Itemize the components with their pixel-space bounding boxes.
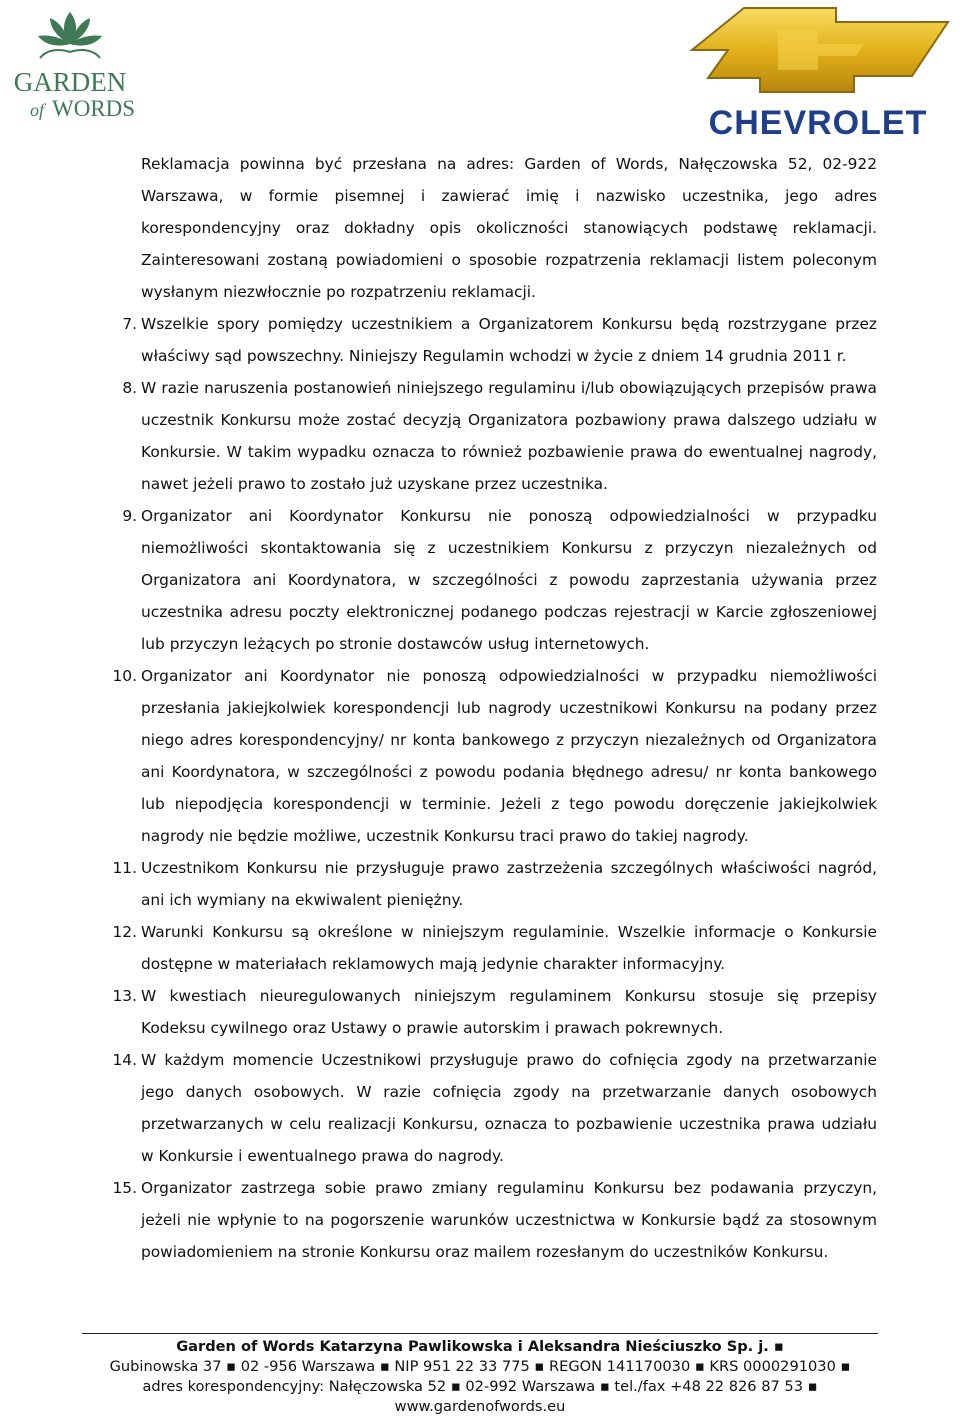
list-item xyxy=(103,660,877,852)
list-item-text: Organizator ani Koordynator nie ponoszą odpowiedzialności w przypadku niemożliwości przesłania jakiejkolwiek korespondencji lub nagrody uczestnikowi Konkursu na podany przez niego adres korespondencyjny/ nr konta bankowego z przyczyn niezależnych od Organizatora ani Koordynatora, w szczególności z powodu podania błędnego adresu/ nr konta bankowego lub niepodjęcia korespondencji w terminie. Jeżeli z tego powodu doręczenie jakiejkolwiek nagrody nie będzie możliwe, uczestnik Konkursu traci prawo do takiej nagrody. xyxy=(141,667,877,845)
list-item-number: 15. xyxy=(112,1179,137,1197)
list-item xyxy=(103,500,877,660)
list-item-number: 7. xyxy=(122,315,137,333)
list-item-number: 10. xyxy=(112,667,137,685)
list-item-text: W kwestiach nieuregulowanych niniejszym regulaminem Konkursu stosuje się przepisy Kodeksu cywilnego oraz Ustawy o prawie autorskim i prawach pokrewnych. xyxy=(141,987,877,1037)
logo-garden-text: GARDEN xyxy=(13,67,127,97)
list-item-text: W każdym momencie Uczestnikowi przysługuje prawo do cofnięcia zgody na przetwarzanie jego danych osobowych. W razie cofnięcia zgody na przetwarzanie danych osobowych przetwarzanych w celu realizacji Konkursu, oznacza to pozbawienie uczestnika prawa udziału w Konkursie i ewentualnego prawa do nagrody. xyxy=(141,1051,877,1165)
list-item-text: Warunki Konkursu są określone w niniejszym regulaminie. Wszelkie informacje o Konkursie dostępne w materiałach reklamowych mają jedynie charakter informacyjny. xyxy=(141,923,877,973)
garden-of-words-logo xyxy=(0,8,140,126)
logo-chevrolet-text: CHEVROLET xyxy=(708,104,928,140)
list-item-text: Organizator ani Koordynator Konkursu nie ponoszą odpowiedzialności w przypadku niemożliwości skontaktowania się z uczestnikiem Konkursu z przyczyn niezależnych od Organizatora ani Koordynatora, w szczególności z powodu zaprzestania używania przez uczestnika adresu poczty elektronicznej podanego podczas rejestracji w Karcie zgłoszeniowej lub przyczyn leżących po stronie dostawców usług internetowych. xyxy=(141,507,877,653)
list-item xyxy=(103,1172,877,1268)
logo-words-text: WORDS xyxy=(52,96,136,121)
intro-paragraph: Reklamacja powinna być przesłana na adres: Garden of Words, Nałęczowska 52, 02-922 Warszawa, w formie pisemnej i zawierać imię i nazwisko uczestnika, jego adres korespondencyjny oraz dokładny opis okoliczności stanowiących podstawę reklamacji. Zainteresowani zostaną powiadomieni o sposobie rozpatrzenia reklamacji listem poleconym wysłanym niezwłocznie po rozpatrzeniu reklamacji. xyxy=(141,155,877,301)
list-item-text: Wszelkie spory pomiędzy uczestnikiem a Organizatorem Konkursu będą rozstrzygane przez właściwy sąd powszechny. Niniejszy Regulamin wchodzi w życie z dniem 14 grudnia 2011 r. xyxy=(141,315,877,365)
footer-address: Gubinowska 37 ▪ 02 -956 Warszawa ▪ NIP 951 22 33 775 ▪ REGON 141170030 ▪ KRS 0000291030 ▪ xyxy=(109,1358,851,1375)
list-item-number: 11. xyxy=(112,859,137,877)
footer-correspondence: adres korespondencyjny: Nałęczowska 52 ▪ 02-992 Warszawa ▪ tel./fax +48 22 826 87 53 ▪ xyxy=(142,1378,818,1395)
list-item-number: 8. xyxy=(122,379,137,397)
list-item-number: 12. xyxy=(112,923,137,941)
list-item-number: 14. xyxy=(112,1051,137,1069)
list-item-text: Uczestnikom Konkursu nie przysługuje prawo zastrzeżenia szczególnych właściwości nagród, ani ich wymiany na ekwiwalent pieniężny. xyxy=(141,859,877,909)
list-item-text: W razie naruszenia postanowień niniejszego regulaminu i/lub obowiązujących przepisów prawa uczestnik Konkursu może zostać decyzją Organizatora pozbawiony prawa dalszego udziału w Konkursie. W takim wypadku oznacza to również pozbawienie prawa do ewentualnej nagrody, nawet jeżeli prawo to zostało już uzyskane przez uczestnika. xyxy=(141,379,877,493)
list-item-number: 9. xyxy=(122,507,137,525)
list-item-text: Organizator zastrzega sobie prawo zmiany regulaminu Konkursu bez podawania przyczyn, jeżeli nie wpłynie to na pogorszenie warunków uczestnictwa w Konkursie bądź za stosownym powiadomieniem na stronie Konkursu oraz mailem rozesłanym do uczestników Konkursu. xyxy=(141,1179,877,1261)
list-item xyxy=(103,1044,877,1172)
regulations-body xyxy=(103,148,877,1268)
list-item xyxy=(103,372,877,500)
list-item xyxy=(103,308,877,372)
footer-website: www.gardenofwords.eu xyxy=(394,1398,566,1415)
list-item xyxy=(103,980,877,1044)
list-item xyxy=(103,916,877,980)
regulations-list xyxy=(103,308,877,1268)
list-item-number: 13. xyxy=(112,987,137,1005)
chevrolet-logo xyxy=(686,0,950,140)
page-footer xyxy=(0,1333,960,1417)
list-item xyxy=(103,852,877,916)
footer-divider xyxy=(82,1333,878,1334)
footer-company: Garden of Words Katarzyna Pawlikowska i Aleksandra Nieściuszko Sp. j. ▪ xyxy=(176,1338,784,1355)
logo-of-text: of xyxy=(30,100,45,120)
